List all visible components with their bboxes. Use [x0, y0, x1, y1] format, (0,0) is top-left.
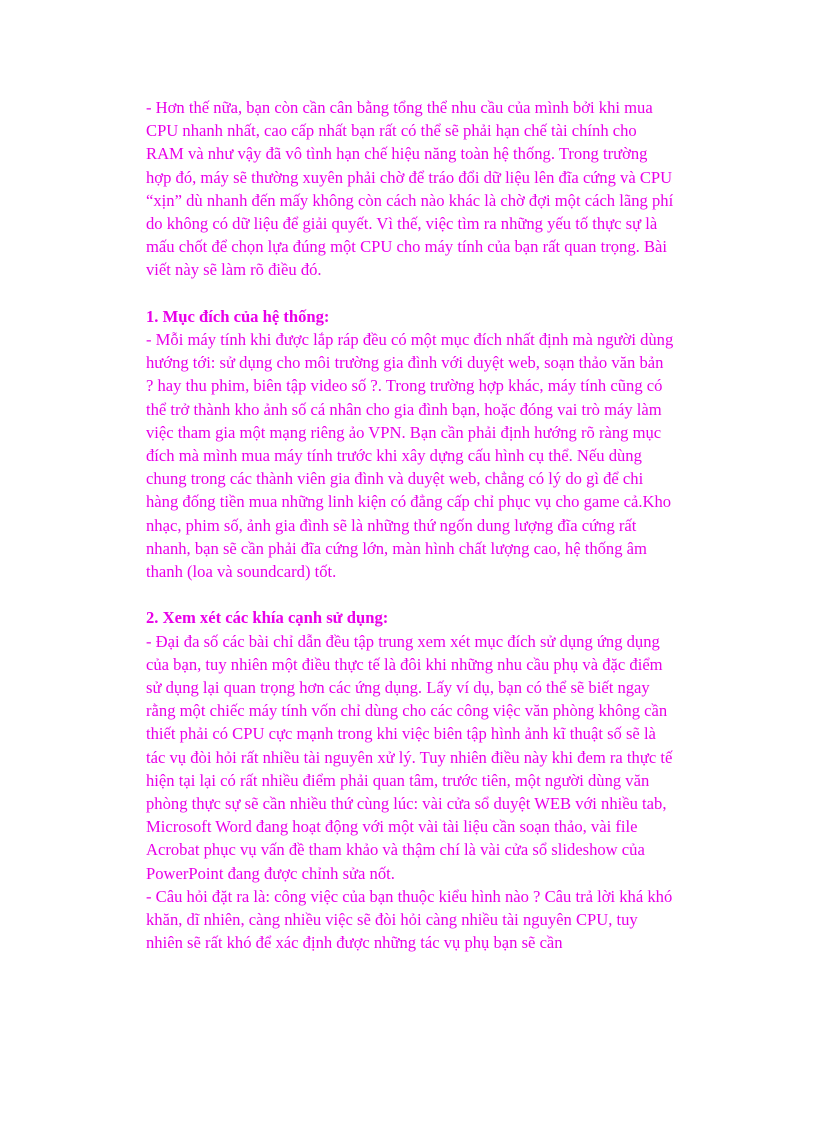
section-2-heading: 2. Xem xét các khía cạnh sử dụng: [146, 608, 389, 628]
paragraph-spacer [146, 583, 674, 606]
section-2-paragraph-continued: - Câu hỏi đặt ra là: công việc của bạn thuộc kiểu hình nào ? Câu trả lời khá khó khăn, dĩ nhiên, càng nhiều việc sẽ đòi hỏi càng nhiều tài nguyên CPU, tuy nhiên sẽ rất khó để xác định được những tác vụ phụ bạn sẽ cần [146, 886, 673, 953]
section-1-paragraph: - Mỗi máy tính khi được lắp ráp đều có một mục đích nhất định mà người dùng hướng tới: sử dụng cho môi trường gia đình với duyệt web, soạn thảo văn bản ? hay thu phim, biên tập video số ?. Trong trường hợp khác, máy tính cũng có thể trở thành kho ảnh số cá nhân cho gia đình bạn, hoặc đóng vai trò máy làm việc tham gia một mạng riêng ảo VPN. Bạn cần phải định hướng rõ ràng mục đích mà mình mua máy tính trước khi xây dựng cấu hình cụ thể. Nếu dùng chung trong các thành viên gia đình và duyệt web, chẳng có lý do gì để chi hàng đống tiền mua những linh kiện có đẳng cấp chỉ phục vụ cho game cả.Kho nhạc, phim số, ảnh gia đình sẽ là những thứ ngốn dung lượng đĩa cứng rất nhanh, bạn sẽ cần phải đĩa cứng lớn, màn hình chất lượng cao, hệ thống âm thanh (loa và soundcard) tốt. [146, 330, 674, 582]
intro-paragraph: - Hơn thế nữa, bạn còn cần cân bằng tổng thể nhu cầu của mình bởi khi mua CPU nhanh nhất, cao cấp nhất bạn rất có thể sẽ phải hạn chế tài chính cho RAM và như vậy đã vô tình hạn chế hiệu năng toàn hệ thống. Trong trường hợp đó, máy sẽ thường xuyên phải chờ để tráo đổi dữ liệu lên đĩa cứng và CPU “xịn” dù nhanh đến mấy không còn cách nào khác là chờ đợi một cách lãng phí do không có dữ liệu để giải quyết. Vì thế, việc tìm ra những yếu tố thực sự là mấu chốt để chọn lựa đúng một CPU cho máy tính của bạn rất quan trọng. Bài viết này sẽ làm rõ điều đó. [146, 98, 674, 280]
section-1-heading: 1. Mục đích của hệ thống: [146, 306, 330, 326]
section-2-paragraph: - Đại đa số các bài chỉ dẫn đều tập trung xem xét mục đích sử dụng ứng dụng của bạn, tuy nhiên một điều thực tế là đôi khi những nhu cầu phụ và đặc điểm sử dụng lại quan trọng hơn các ứng dụng. Lấy ví dụ, bạn có thể sẽ biết ngay rằng một chiếc máy tính vốn chỉ dùng cho các công việc văn phòng không cần thiết phải có CPU cực mạnh trong khi việc biên tập hình ảnh kĩ thuật số sẽ là tác vụ đòi hỏi rất nhiều tài nguyên xử lý. Tuy nhiên điều này khi đem ra thực tế hiện tại lại có rất nhiều điểm phải quan tâm, trước tiên, một người dùng văn phòng thực sự sẽ cần nhiều thứ cùng lúc: vài cửa sổ duyệt WEB với nhiều tab, Microsoft Word đang hoạt động với một vài tài liệu cần soạn thảo, vài file Acrobat phục vụ vấn đề tham khảo và thậm chí là vài cửa sổ slideshow của PowerPoint đang được chỉnh sửa nốt. [146, 631, 673, 883]
document-content [146, 96, 674, 954]
paragraph-spacer [146, 282, 674, 305]
